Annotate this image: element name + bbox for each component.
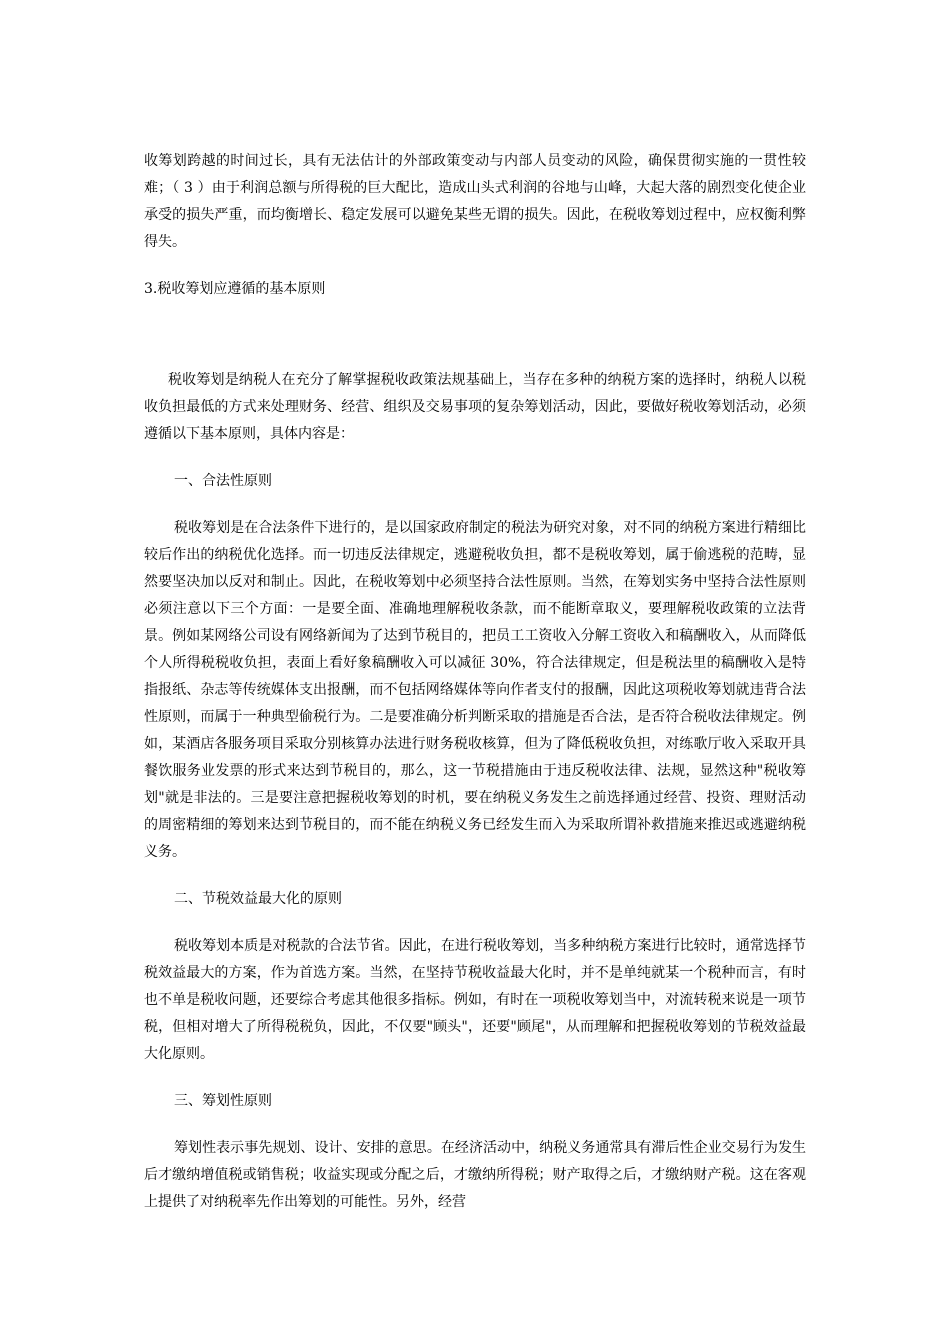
section-3-title: 3.税收筹划应遵循的基本原则 bbox=[144, 281, 326, 297]
principle-3-body: 筹划性表示事先规划、设计、安排的意思。在经济活动中，纳税义务通常具有滞后性企业交易行为发生后才缴纳增值税或销售税；收益实现或分配之后，才缴纳所得税；财产取得之后，才缴纳财产税。这在客观上提供了对纳税率先作出筹划的可能性。另外，经营 bbox=[144, 1140, 806, 1210]
document-page bbox=[144, 148, 806, 1216]
principle-2-body: 税收筹划本质是对税款的合法节省。因此，在进行税收筹划，当多种纳税方案进行比较时，通常选择节税效益最大的方案，作为首选方案。当然，在坚持节税收益最大化时，并不是单纯就某一个税种而言，有时也不单是税收问题，还要综合考虑其他很多指标。例如，有时在一项税收筹划当中，对流转税来说是一项节税，但相对增大了所得税税负，因此，不仅要"顾头"，还要"顾尾"，从而理解和把握税收筹划的节税效益最大化原则。 bbox=[144, 938, 806, 1062]
principle-2-title: 二、节税效益最大化的原则 bbox=[174, 891, 342, 907]
principle-3-title: 三、筹划性原则 bbox=[174, 1093, 272, 1109]
principle-1-body: 税收筹划是在合法条件下进行的，是以国家政府制定的税法为研究对象，对不同的纳税方案进行精细比较后作出的纳税优化选择。而一切违反法律规定，逃避税收负担，都不是税收筹划，属于偷逃税的范畴，显然要坚决加以反对和制止。因此，在税收筹划中必须坚持合法性原则。当然，在筹划实务中坚持合法性原则必须注意以下三个方面：一是要全面、准确地理解税收条款，而不能断章取义，要理解税收政策的立法背景。例如某网络公司设有网络新闻为了达到节税目的，把员工工资收入分解工资收入和稿酬收入，从而降低个人所得税税收负担，表面上看好象稿酬收入可以减征 30%，符合法律规定，但是税法里的稿酬收入是特指报纸、杂志等传统媒体支出报酬，而不包括网络媒体等向作者支付的报酬，因此这项税收筹划就违背合法性原则，而属于一种典型偷税行为。二是要准确分析判断采取的措施是否合法，是否符合税收法律规定。例如，某酒店各服务项目采取分别核算办法进行财务税收核算，但为了降低税收负担，对练歌厅收入采取开具餐饮服务业发票的形式来达到节税目的，那么，这一节税措施由于违反税收法律、法规，显然这种"税收筹划"就是非法的。三是要注意把握税收筹划的时机，要在纳税义务发生之前选择通过经营、投资、理财活动的周密精细的筹划来达到节税目的，而不能在纳税义务已经发生而入为采取所谓补救措施来推迟或逃避纳税义务。 bbox=[144, 520, 806, 860]
principle-1-title: 一、合法性原则 bbox=[174, 473, 272, 489]
section-3-intro: 税收筹划是纳税人在充分了解掌握税收政策法规基础上，当存在多种的纳税方案的选择时，纳税人以税收负担最低的方式来处理财务、经营、组织及交易事项的复杂筹划活动，因此，要做好税收筹划活动，必须遵循以下基本原则，具体内容是： bbox=[144, 372, 806, 442]
blank-space bbox=[144, 303, 806, 367]
intro-paragraph: 收筹划跨越的时间过长，具有无法估计的外部政策变动与内部人员变动的风险，确保贯彻实施的一贯性较难；（ 3 ）由于利润总额与所得税的巨大配比，造成山头式利润的谷地与山峰，大起大落的剧烈变化使企业承受的损失严重，而均衡增长、稳定发展可以避免某些无谓的损失。因此，在税收筹划过程中，应权衡利弊得失。 bbox=[144, 153, 806, 250]
